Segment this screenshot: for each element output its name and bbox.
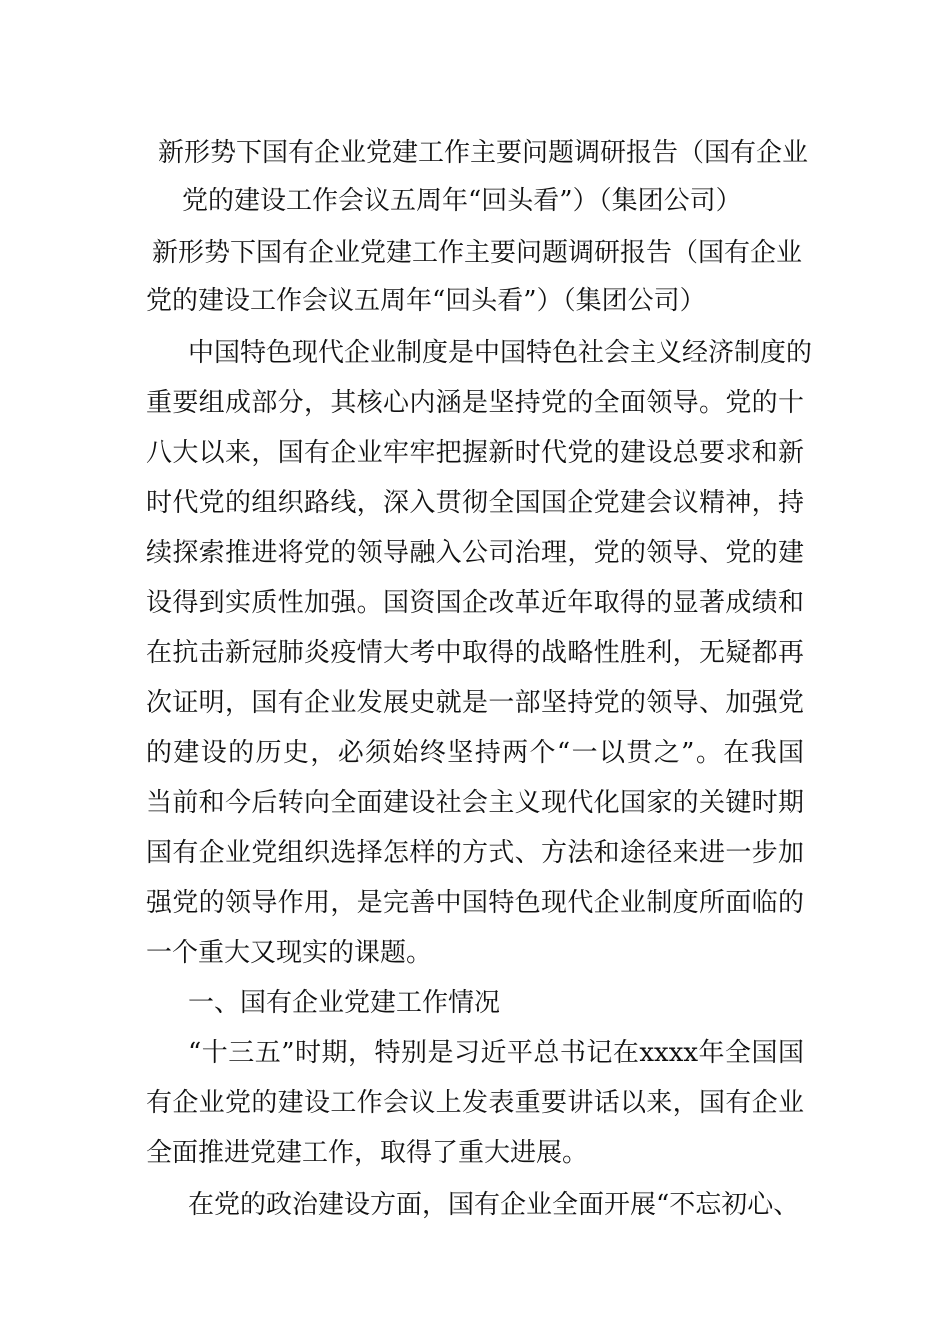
- paragraph-line: 次证明，国有企业发展史就是一部坚持党的领导、加强党: [146, 688, 804, 718]
- paragraph-line: 在抗击新冠肺炎疫情大考中取得的战略性胜利，无疑都再: [146, 638, 804, 668]
- paragraph-line: 强党的领导作用，是完善中国特色现代企业制度所面临的: [146, 888, 804, 918]
- section-heading: 一、国有企业党建工作情况: [188, 988, 501, 1018]
- document-subtitle-line-1: 新形势下国有企业党建工作主要问题调研报告（国有企业: [152, 238, 803, 268]
- paragraph-line: 在党的政治建设方面，国有企业全面开展“不忘初心、: [188, 1190, 800, 1220]
- paragraph-line: “十三五”时期，特别是习近平总书记在xxxx年全国国: [188, 1038, 804, 1068]
- paragraph-line: 重要组成部分，其核心内涵是坚持党的全面领导。党的十: [146, 388, 804, 418]
- paragraph-line: 的建设的历史，必须始终坚持两个“一以贯之”。在我国: [146, 738, 804, 768]
- paragraph-line: 八大以来，国有企业牢牢把握新时代党的建设总要求和新: [146, 438, 804, 468]
- document-title-line-1: 新形势下国有企业党建工作主要问题调研报告（国有企业: [158, 138, 809, 168]
- paragraph-line: 国有企业党组织选择怎样的方式、方法和途径来进一步加: [146, 838, 804, 868]
- paragraph-line: 续探索推进将党的领导融入公司治理，党的领导、党的建: [146, 538, 804, 568]
- document-subtitle-line-2: 党的建设工作会议五周年“回头看”）（集团公司）: [146, 286, 706, 316]
- paragraph-line: 中国特色现代企业制度是中国特色社会主义经济制度的: [188, 338, 813, 368]
- paragraph-line: 时代党的组织路线，深入贯彻全国国企党建会议精神，持: [146, 488, 804, 518]
- document-title-line-2: 党的建设工作会议五周年“回头看”）（集团公司）: [182, 186, 742, 216]
- paragraph-line: 当前和今后转向全面建设社会主义现代化国家的关键时期: [146, 788, 804, 818]
- paragraph-line: 有企业党的建设工作会议上发表重要讲话以来，国有企业: [146, 1088, 804, 1118]
- paragraph-line: 全面推进党建工作，取得了重大进展。: [146, 1138, 589, 1168]
- paragraph-line: 一个重大又现实的课题。: [146, 938, 433, 968]
- paragraph-line: 设得到实质性加强。国资国企改革近年取得的显著成绩和: [146, 588, 804, 618]
